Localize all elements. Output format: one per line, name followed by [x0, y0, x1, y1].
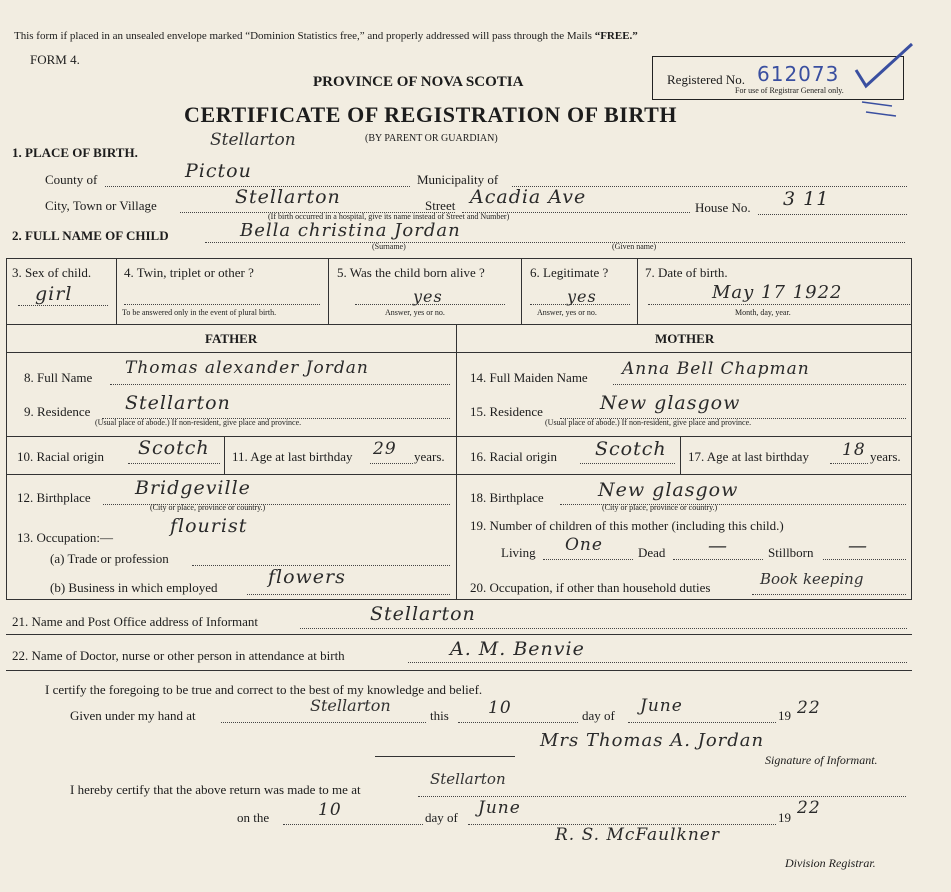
born-alive-note: Answer, yes or no.	[385, 308, 445, 317]
given-under-hand-label: Given under my hand at	[70, 708, 196, 723]
born-alive-label: 5. Was the child born alive ?	[337, 265, 485, 280]
made-day-value: 10	[318, 800, 342, 820]
mail-notice-free: “FREE.”	[594, 30, 638, 42]
registrar-signature: R. S. McFaulkner	[555, 825, 720, 845]
hereby-certify-statement: I hereby certify that the above return was made to me at	[70, 782, 361, 797]
date-of-birth-value: May 17 1922	[712, 282, 843, 303]
made-place-value: Stellarton	[430, 770, 506, 788]
county-label: County of	[45, 172, 98, 187]
child-name-value: Bella christina Jordan	[240, 220, 461, 241]
father-age-label: 11. Age at last birthday	[232, 449, 353, 464]
legitimate-value: yes	[567, 287, 597, 306]
father-age-value: 29	[373, 439, 397, 459]
registered-number: 612073	[757, 62, 840, 86]
informant-signature-label: Signature of Informant.	[765, 753, 878, 767]
father-residence-value: Stellarton	[125, 392, 231, 414]
business-employed-value: flowers	[268, 566, 346, 588]
father-heading: FATHER	[205, 331, 258, 346]
certificate-subtitle: (BY PARENT OR GUARDIAN)	[365, 133, 498, 144]
living-label: Living	[501, 545, 536, 560]
stillborn-label: Stillborn	[768, 545, 814, 560]
mother-abode-note: (Usual place of abode.) If non-resident, give place and province.	[545, 418, 752, 427]
mother-birthplace-label: 18. Birthplace	[470, 490, 544, 505]
this-label: this	[430, 708, 449, 723]
blue-checkmark-icon	[852, 40, 916, 128]
mother-age-value: 18	[842, 440, 866, 460]
mother-age-label: 17. Age at last birthday	[688, 449, 809, 464]
stillborn-value: —	[848, 535, 868, 557]
father-residence-label: 9. Residence	[24, 404, 91, 419]
given-day-value: 10	[488, 698, 512, 718]
father-birthplace-value: Bridgeville	[135, 477, 251, 499]
dead-label: Dead	[638, 545, 666, 560]
made-year-value: 22	[797, 798, 821, 818]
legitimate-note: Answer, yes or no.	[537, 308, 597, 317]
province-heading: PROVINCE OF NOVA SCOTIA	[313, 74, 524, 90]
mother-occupation-label: 20. Occupation, if other than household duties	[470, 580, 711, 595]
mother-birthplace-note: (City or place, province or country.)	[602, 503, 718, 512]
mother-name-value: Anna Bell Chapman	[622, 359, 810, 379]
on-the-label: on the	[237, 810, 270, 825]
registrar-general-note: For use of Registrar General only.	[735, 86, 844, 95]
hospital-note: (If birth occurred in a hospital, give its name instead of Street and Number)	[268, 212, 510, 221]
made-day-of-label: day of	[425, 810, 458, 825]
informant-address-label: 21. Name and Post Office address of Informant	[12, 614, 258, 629]
twin-note: To be answered only in the event of plural birth.	[122, 308, 277, 317]
street-value: Acadia Ave	[470, 186, 587, 208]
surname-note: (Surname)	[372, 242, 406, 251]
mother-birthplace-value: New glasgow	[598, 479, 739, 501]
father-years-label: years.	[414, 449, 445, 464]
informant-signature: Mrs Thomas A. Jordan	[540, 730, 765, 751]
child-name-label: 2. FULL NAME OF CHILD	[12, 228, 169, 243]
father-racial-origin-value: Scotch	[138, 437, 210, 459]
house-number-value: 3 11	[783, 188, 830, 210]
given-place-value: Stellarton	[310, 696, 391, 715]
father-name-label: 8. Full Name	[24, 370, 93, 385]
mother-residence-value: New glasgow	[600, 392, 741, 414]
dead-value: —	[708, 535, 728, 557]
given-day-of-label: day of	[582, 708, 615, 723]
father-birthplace-note: (City or place, province or country.)	[150, 503, 266, 512]
children-count-label: 19. Number of children of this mother (including this child.)	[470, 518, 784, 533]
mother-residence-label: 15. Residence	[470, 404, 543, 419]
city-label: City, Town or Village	[45, 198, 157, 213]
mail-notice-text: This form if placed in an unsealed envelope marked “Dominion Statistics free,” and properly addressed will pass through the Mails	[14, 30, 592, 42]
business-employed-label: (b) Business in which employed	[50, 580, 218, 595]
legitimate-label: 6. Legitimate ?	[530, 265, 609, 280]
given-year-value: 22	[797, 698, 821, 718]
certify-statement: I certify the foregoing to be true and correct to the best of my knowledge and belief.	[45, 682, 483, 697]
twin-label: 4. Twin, triplet or other ?	[124, 265, 254, 280]
made-year-prefix: 19	[778, 810, 791, 825]
born-alive-value: yes	[413, 287, 443, 306]
father-occupation-label: 13. Occupation:—	[17, 530, 114, 545]
attendant-value: A. M. Benvie	[450, 638, 585, 660]
date-of-birth-label: 7. Date of birth.	[645, 265, 728, 280]
given-month-value: June	[640, 696, 683, 716]
trade-profession-label: (a) Trade or profession	[50, 551, 169, 566]
mother-years-label: years.	[870, 449, 901, 464]
place-of-birth-value: Stellarton	[210, 130, 296, 150]
mother-heading: MOTHER	[655, 331, 715, 346]
mother-racial-origin-value: Scotch	[595, 438, 667, 460]
father-racial-origin-label: 10. Racial origin	[17, 449, 105, 464]
municipality-label: Municipality of	[417, 172, 499, 187]
certificate-title: CERTIFICATE OF REGISTRATION OF BIRTH	[184, 102, 678, 127]
informant-address-value: Stellarton	[370, 603, 476, 625]
attendant-label: 22. Name of Doctor, nurse or other person in attendance at birth	[12, 648, 345, 663]
street-label: Street	[425, 198, 456, 213]
place-of-birth-label: 1. PLACE OF BIRTH.	[12, 145, 138, 160]
given-name-note: (Given name)	[612, 242, 657, 251]
father-abode-note: (Usual place of abode.) If non-resident, give place and province.	[95, 418, 302, 427]
mother-racial-origin-label: 16. Racial origin	[470, 449, 558, 464]
division-registrar-label: Division Registrar.	[785, 856, 876, 870]
house-number-label: House No.	[695, 200, 751, 215]
father-birthplace-label: 12. Birthplace	[17, 490, 91, 505]
made-month-value: June	[478, 798, 521, 818]
mother-name-label: 14. Full Maiden Name	[470, 370, 588, 385]
city-value: Stellarton	[235, 186, 341, 208]
mail-notice	[14, 30, 638, 42]
mother-occupation-value: Book keeping	[760, 570, 864, 588]
given-year-prefix: 19	[778, 708, 791, 723]
registered-label: Registered No.	[667, 72, 745, 87]
date-of-birth-note: Month, day, year.	[735, 308, 791, 317]
sex-value: girl	[35, 283, 73, 305]
county-value: Pictou	[185, 160, 252, 182]
sex-label: 3. Sex of child.	[12, 265, 92, 280]
form-number: FORM 4.	[30, 52, 80, 67]
living-value: One	[565, 535, 603, 555]
father-name-value: Thomas alexander Jordan	[125, 358, 369, 378]
father-occupation-value: flourist	[170, 515, 248, 537]
